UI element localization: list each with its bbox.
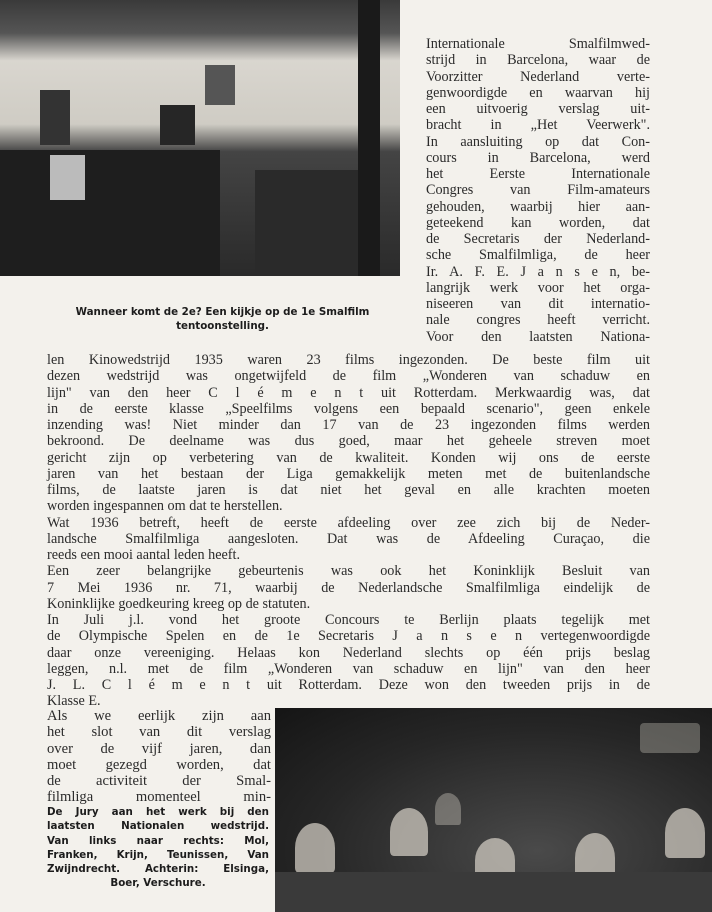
text-line: gehouden, waarbij hier aan- — [426, 198, 650, 215]
top-photo-caption: Wanneer komt de 2e? Een kijkje op de 1e Smalfilm tentoonstelling. — [75, 306, 370, 333]
text-line: Zwijndrecht. Achterin: Elsinga, — [47, 863, 269, 876]
text-line: het Eerste Internationale — [426, 166, 650, 182]
text-line: Franken, Krijn, Teunissen, Van — [47, 848, 269, 861]
text-line: daar onze vereeniging. Helaas kon Nederland slechts op één prijs beslag — [47, 644, 650, 661]
text-line: Als we eerlijk zijn aan — [47, 708, 271, 724]
text-line: worden ingespannen om dat te herstellen. — [47, 498, 283, 515]
text-line: De Jury aan het werk bij den — [47, 806, 269, 818]
text-line: geteekend kan worden, dat — [426, 214, 650, 231]
text-line: jaren van het bestaan der Liga gemakkelijk meten met de buitenlandsche — [47, 465, 650, 482]
text-line: de Secretaris der Nederland- — [426, 231, 650, 247]
text-line: nale congres heeft verricht. — [426, 312, 650, 329]
main-text-body — [47, 352, 650, 710]
bottom-photo-caption — [47, 805, 269, 891]
text-line: in de eerste klasse „Speelfilms volgens een bepaald scenario", geen enkele — [47, 400, 650, 417]
text-line: Koninklijke goedkeuring kreeg op de statuten. — [47, 595, 311, 612]
text-line: Een zeer belangrijke gebeurtenis was ook het Koninklijk Besluit van — [47, 563, 650, 580]
text-line: Boer, Verschure. — [110, 877, 206, 890]
text-line: leggen, n.l. met de film „Wonderen van schaduw en lijn" van den heer — [47, 660, 650, 677]
text-line: films, de laatste jaren is dat niet het geval en alle krachten moeten — [47, 482, 650, 498]
text-line: reeds een mooi aantal leden heeft. — [47, 547, 241, 563]
text-line: over de vijf jaren, dan — [47, 740, 271, 757]
text-line: Wat 1936 betreft, heeft de eerste afdeeling over zee zich bij de Neder- — [47, 514, 650, 531]
text-line: In Juli j.l. vond het groote Concours te Berlijn plaats tegelijk met — [47, 612, 650, 628]
text-line: In aansluiting op dat Con- — [426, 133, 650, 150]
text-line: niseeren van dit internatio- — [426, 296, 650, 312]
text-line: gericht zijn op verbetering van de kwaliteit. Konden wij ons de eerste — [47, 449, 650, 466]
text-line: moet gezegd worden, dat — [47, 756, 271, 773]
text-line: genwoordigde en waarvan hij — [426, 84, 650, 101]
text-line: Klasse E. — [47, 693, 101, 710]
text-line: landsche Smalfilmliga aangesloten. Dat was de Afdeeling Curaçao, die — [47, 530, 650, 547]
text-line: dezen wedstrijd was ongetwijfeld de film „Wonderen van schaduw en — [47, 368, 650, 385]
text-line: inzending was! Niet minder dan 17 van de 23 ingezonden films werden — [47, 417, 650, 433]
text-line: Internationale Smalfilmwed- — [426, 36, 650, 52]
text-line: laatsten Nationalen wedstrijd. — [47, 820, 269, 833]
text-line: bracht in „Het Veerwerk". — [426, 117, 650, 134]
exhibition-photo — [0, 0, 400, 276]
text-line: filmliga momenteel min- — [47, 789, 271, 806]
text-line: het slot van dit verslag — [47, 724, 271, 741]
text-line: de activiteit der Smal- — [47, 773, 271, 789]
right-text-column — [426, 36, 650, 345]
text-line: Ir. A. F. E. J a n s e n, be- — [426, 263, 650, 280]
text-line: Congres van Film-amateurs — [426, 182, 650, 199]
text-line: een uitvoerig verslag uit- — [426, 101, 650, 117]
text-line: strijd in Barcelona, waar de — [426, 52, 650, 69]
jury-photo — [275, 708, 712, 912]
text-line: Van links naar rechts: Mol, — [47, 834, 269, 847]
text-line: sche Smalfilmliga, de heer — [426, 247, 650, 264]
text-line: langrijk werk voor het orga- — [426, 279, 650, 296]
text-line: Voor den laatsten Nationa- — [426, 328, 650, 345]
text-line: 7 Mei 1936 nr. 71, waarbij de Nederlandsche Smalfilmliga eindelijk de — [47, 579, 650, 596]
text-line: cours in Barcelona, werd — [426, 149, 650, 166]
text-line: de Olympische Spelen en de 1e Secretaris J a n s e n vertegenwoordigde — [47, 628, 650, 645]
text-line: len Kinowedstrijd 1935 waren 23 films ingezonden. De beste film uit — [47, 352, 650, 368]
text-line: lijn" van den heer C l é m e n t uit Rotterdam. Merkwaardig was, dat — [47, 384, 650, 401]
text-line: Voorzitter Nederland verte- — [426, 68, 650, 85]
text-line: bekroond. De deelname was dus goed, maar het geheele streven moet — [47, 433, 650, 450]
left-text-column — [47, 708, 271, 806]
text-line: J. L. C l é m e n t uit Rotterdam. Deze won den tweeden prijs in de — [47, 677, 650, 693]
